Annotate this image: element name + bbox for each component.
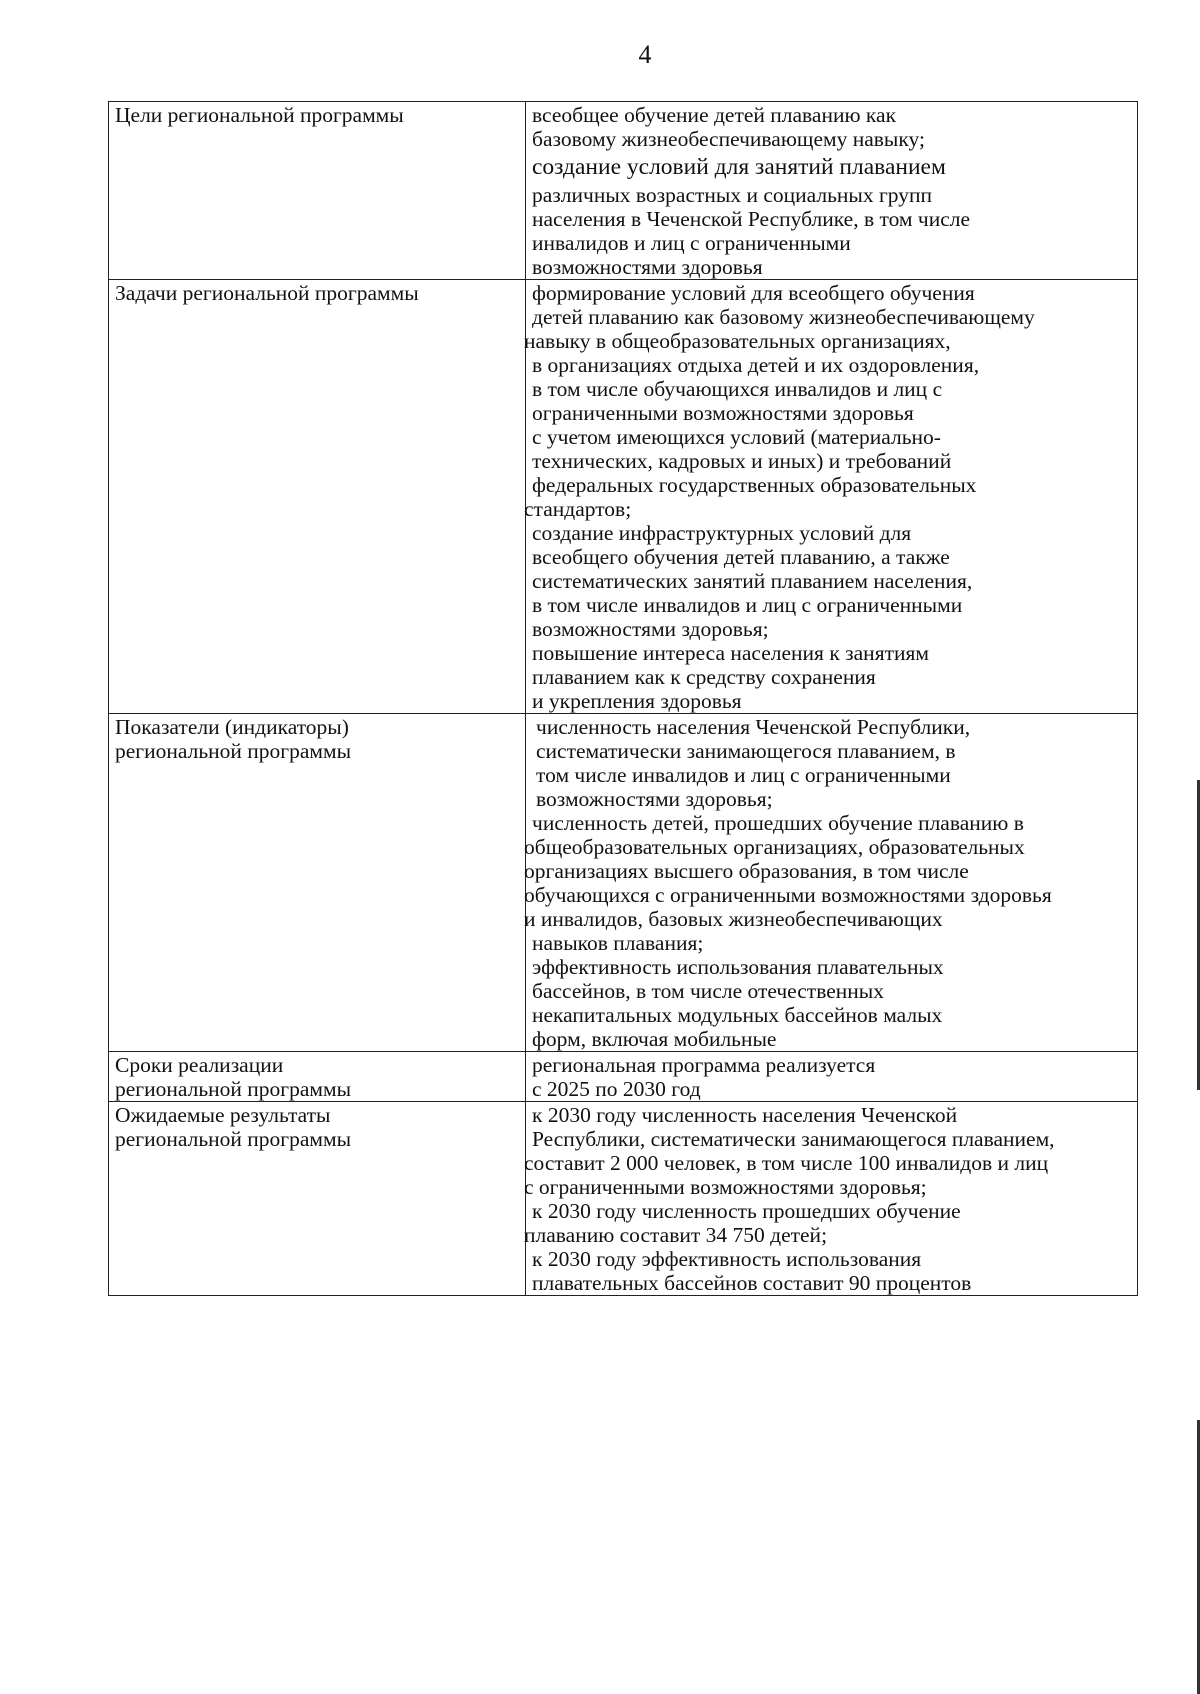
value-line: детей плаванию как базовому жизнеобеспечивающему bbox=[532, 305, 1035, 329]
value-line: возможностями здоровья bbox=[532, 255, 763, 279]
value-line: создание условий для занятий плаванием bbox=[532, 154, 946, 180]
label-line: Показатели (индикаторы) bbox=[115, 715, 349, 739]
table-row bbox=[109, 714, 1138, 1052]
value-line: к 2030 году численность прошедших обучение bbox=[532, 1199, 961, 1223]
value-line: в том числе обучающихся инвалидов и лиц с bbox=[532, 377, 943, 401]
label-line: Ожидаемые результаты bbox=[115, 1103, 331, 1127]
value-line: том числе инвалидов и лиц с ограниченными bbox=[536, 763, 951, 787]
value-line: плаванию составит 34 750 детей; bbox=[524, 1223, 828, 1247]
value-line: численность населения Чеченской Республики, bbox=[536, 715, 971, 739]
value-line: создание инфраструктурных условий для bbox=[532, 521, 912, 545]
value-line: составит 2 000 человек, в том числе 100 инвалидов и лиц bbox=[524, 1151, 1049, 1175]
value-line: численность детей, прошедших обучение плаванию в bbox=[532, 811, 1024, 835]
label-line: региональной программы bbox=[115, 739, 352, 763]
table-row bbox=[109, 1102, 1138, 1296]
label-line: региональной программы bbox=[115, 1127, 352, 1151]
row-label-tasks bbox=[109, 280, 526, 714]
value-line: всеобщее обучение детей плаванию как bbox=[532, 103, 897, 127]
value-line: организациях высшего образования, в том числе bbox=[524, 859, 969, 883]
row-value-goals bbox=[526, 102, 1138, 280]
value-line: базовому жизнеобеспечивающему навыку; bbox=[532, 127, 925, 151]
row-label-goals bbox=[109, 102, 526, 280]
table-row bbox=[109, 1052, 1138, 1102]
value-line: плаванием как к средству сохранения bbox=[532, 665, 876, 689]
value-line: стандартов; bbox=[524, 497, 632, 521]
value-line: обучающихся с ограниченными возможностями здоровья bbox=[524, 883, 1052, 907]
value-line: с учетом имеющихся условий (материально- bbox=[532, 425, 941, 449]
value-line: бассейнов, в том числе отечественных bbox=[532, 979, 884, 1003]
value-line: систематических занятий плаванием населения, bbox=[532, 569, 973, 593]
row-value-tasks bbox=[526, 280, 1138, 714]
value-line: плавательных бассейнов составит 90 процентов bbox=[532, 1271, 972, 1295]
value-line: всеобщего обучения детей плаванию, а также bbox=[532, 545, 950, 569]
value-line: региональная программа реализуется bbox=[532, 1053, 876, 1077]
value-line: навыков плавания; bbox=[532, 931, 704, 955]
value-line: ограниченными возможностями здоровья bbox=[532, 401, 914, 425]
row-label-indicators bbox=[109, 714, 526, 1052]
value-line: возможностями здоровья; bbox=[532, 617, 769, 641]
value-line: формирование условий для всеобщего обучения bbox=[532, 281, 975, 305]
value-line: и укрепления здоровья bbox=[532, 689, 742, 713]
value-line: повышение интереса населения к занятиям bbox=[532, 641, 929, 665]
row-label-results bbox=[109, 1102, 526, 1296]
value-line: технических, кадровых и иных) и требований bbox=[532, 449, 952, 473]
value-line: эффективность использования плавательных bbox=[532, 955, 944, 979]
value-line: населения в Чеченской Республике, в том числе bbox=[532, 207, 971, 231]
program-passport-table bbox=[108, 101, 1138, 1296]
value-line: с ограниченными возможностями здоровья; bbox=[524, 1175, 927, 1199]
value-line: с 2025 по 2030 год bbox=[532, 1077, 701, 1101]
value-line: в организациях отдыха детей и их оздоровления, bbox=[532, 353, 980, 377]
value-line: федеральных государственных образовательных bbox=[532, 473, 977, 497]
value-line: навыку в общеобразовательных организациях, bbox=[524, 329, 951, 353]
value-line: в том числе инвалидов и лиц с ограниченными bbox=[532, 593, 963, 617]
value-line: к 2030 году численность населения Чеченской bbox=[532, 1103, 958, 1127]
value-line: форм, включая мобильные bbox=[532, 1027, 777, 1051]
value-line: общеобразовательных организациях, образовательных bbox=[524, 835, 1025, 859]
value-line: возможностями здоровья; bbox=[536, 787, 773, 811]
label-line: региональной программы bbox=[115, 1077, 352, 1101]
table-row bbox=[109, 280, 1138, 714]
value-line: различных возрастных и социальных групп bbox=[532, 183, 933, 207]
row-value-indicators bbox=[526, 714, 1138, 1052]
value-line: некапитальных модульных бассейнов малых bbox=[532, 1003, 943, 1027]
value-line: к 2030 году эффективность использования bbox=[532, 1247, 922, 1271]
value-line: инвалидов и лиц с ограниченными bbox=[532, 231, 851, 255]
label-line: Задачи региональной программы bbox=[115, 281, 419, 305]
value-line: Республики, систематически занимающегося плаванием, bbox=[532, 1127, 1055, 1151]
row-value-results bbox=[526, 1102, 1138, 1296]
value-line: систематически занимающегося плаванием, в bbox=[536, 739, 956, 763]
label-line: Сроки реализации bbox=[115, 1053, 284, 1077]
row-label-timeline bbox=[109, 1052, 526, 1102]
label-line: Цели региональной программы bbox=[115, 103, 404, 127]
value-line: и инвалидов, базовых жизнеобеспечивающих bbox=[524, 907, 943, 931]
table-row bbox=[109, 102, 1138, 280]
page-number: 4 bbox=[638, 40, 652, 69]
row-value-timeline bbox=[526, 1052, 1138, 1102]
